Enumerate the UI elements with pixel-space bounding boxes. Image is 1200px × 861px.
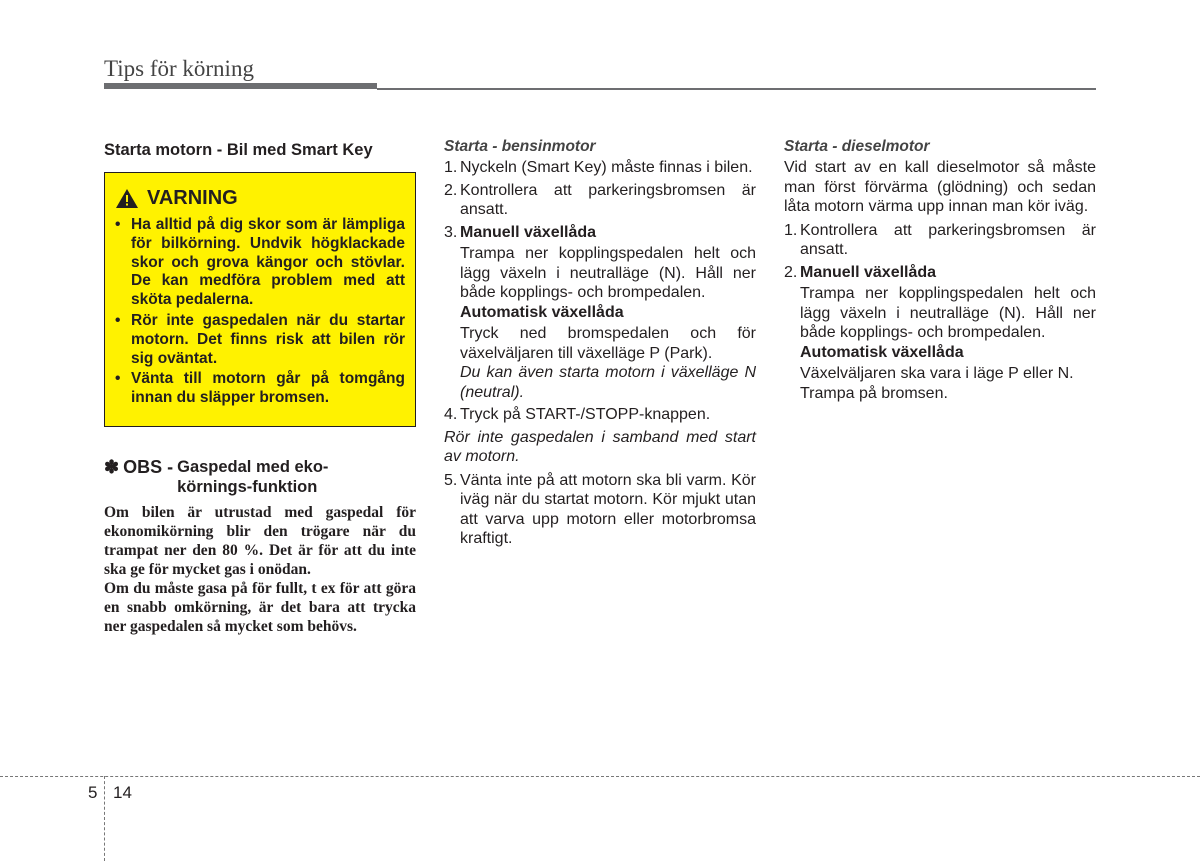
warning-box	[104, 172, 416, 427]
step-number: 3.	[444, 223, 458, 241]
auto-gearbox-note: Du kan även starta motorn i växelläge N (neutral).	[460, 364, 756, 401]
step-number: 2.	[444, 181, 458, 199]
warning-item	[115, 216, 405, 310]
warning-title-text: VARNING	[147, 187, 238, 209]
step-text: Kontrollera att parkeringsbromsen är ansatt.	[800, 221, 1096, 258]
auto-gearbox-title: Automatisk växellåda	[800, 343, 964, 361]
step-number: 1.	[444, 159, 458, 176]
step-item	[444, 181, 756, 220]
manual-gearbox-title: Manuell växellåda	[800, 263, 937, 281]
auto-gearbox-text: Tryck ned bromspedalen och för växelväljaren till växelläge P (Park).	[460, 325, 756, 362]
warning-triangle-icon	[115, 188, 139, 209]
obs-subtitle	[177, 457, 328, 497]
step-text: Tryck på START-/STOPP-knappen.	[460, 406, 711, 423]
obs-heading	[104, 457, 416, 497]
section-heading: Starta motorn - Bil med Smart Key	[104, 141, 373, 159]
petrol-steps	[444, 158, 756, 425]
step-number: 4.	[444, 406, 458, 423]
diesel-steps	[784, 221, 1096, 404]
obs-note	[104, 457, 416, 636]
obs-label: OBS -	[123, 456, 174, 477]
step-item	[444, 471, 756, 549]
auto-gearbox-title: Automatisk växellåda	[460, 303, 624, 321]
warning-item-text: Rör inte gaspedalen när du startar motorn. Det finns risk att bilen rör sig oväntat.	[131, 311, 405, 367]
warning-item	[115, 312, 405, 368]
column-right	[784, 138, 1096, 406]
petrol-steps-cont	[444, 471, 756, 549]
diesel-intro: Vid start av en kall dieselmotor så måste man först förvärma (glödning) och sedan låta motorn värma upp innan man kör iväg.	[784, 159, 1096, 215]
step-number: 1.	[784, 221, 798, 239]
chapter-number: 5	[88, 783, 98, 802]
step-text: Vänta inte på att motorn ska bli varm. Kör iväg när du startat motorn. Kör mjukt utan att varva upp motorn eller motorbromsa kraftigt.	[460, 471, 756, 547]
footer-divider	[0, 776, 1200, 777]
warning-list	[115, 216, 405, 408]
step-item	[444, 158, 756, 178]
step-item	[444, 405, 756, 425]
column-left	[104, 138, 416, 636]
warning-title	[115, 187, 405, 210]
step-text: Nyckeln (Smart Key) måste finnas i bilen.	[460, 159, 753, 176]
warning-item-text: Ha alltid på dig skor som är lämpliga för bilkörning. Undvik högklackade skor och grova kängor och stövlar. De kan medföra problem med att sköta pedalerna.	[131, 216, 405, 309]
manual-gearbox-text: Trampa ner kopplingspedalen helt och lägg växeln i neutralläge (N). Håll ner både kopplings- och brompedalen.	[800, 285, 1096, 341]
column-middle	[444, 138, 756, 552]
header-rule-thin	[377, 88, 1096, 90]
header-rule-thick	[104, 83, 377, 89]
obs-paragraph: Om bilen är utrustad med gaspedal för ekonomikörning blir den trögare när du trampat ner den 80 %. Det är för att du inte ska ge för mycket gas i onödan.	[104, 503, 416, 578]
obs-paragraph: Om du måste gasa på för fullt, t ex för att göra en snabb omkörning, är det bara att trycka ner gaspedalen så mycket som behövs.	[104, 579, 416, 635]
page-number: 14	[113, 783, 132, 802]
manual-gearbox-text: Trampa ner kopplingspedalen helt och lägg växeln i neutralläge (N). Håll ner både kopplings- och brompedalen.	[460, 245, 756, 301]
step-text: Kontrollera att parkeringsbromsen är ansatt.	[460, 181, 756, 218]
step-item	[784, 263, 1096, 404]
warning-item-text: Vänta till motorn går på tomgång innan du släpper bromsen.	[131, 370, 405, 407]
diesel-subheading: Starta - dieselmotor	[784, 138, 930, 155]
step-item	[444, 223, 756, 403]
page-header-title: Tips för körning	[104, 56, 254, 81]
auto-gearbox-text: Växelväljaren ska vara i läge P eller N. Trampa på bromsen.	[800, 365, 1074, 402]
obs-subtitle-line2: körnings-funktion	[177, 477, 318, 496]
step-item	[784, 221, 1096, 260]
caution-note: Rör inte gaspedalen i samband med start av motorn.	[444, 428, 756, 465]
bullet: •	[115, 216, 121, 233]
warning-item	[115, 370, 405, 408]
obs-subtitle-line1: Gaspedal med eko-	[177, 457, 329, 476]
bullet: •	[115, 311, 121, 329]
footer-vertical-divider	[104, 776, 105, 861]
manual-gearbox-title: Manuell växellåda	[460, 223, 597, 241]
petrol-subheading: Starta - bensinmotor	[444, 138, 596, 155]
bullet: •	[115, 370, 121, 388]
step-number: 2.	[784, 263, 798, 281]
obs-star-icon: ✽	[104, 456, 120, 477]
step-number: 5.	[444, 471, 458, 489]
